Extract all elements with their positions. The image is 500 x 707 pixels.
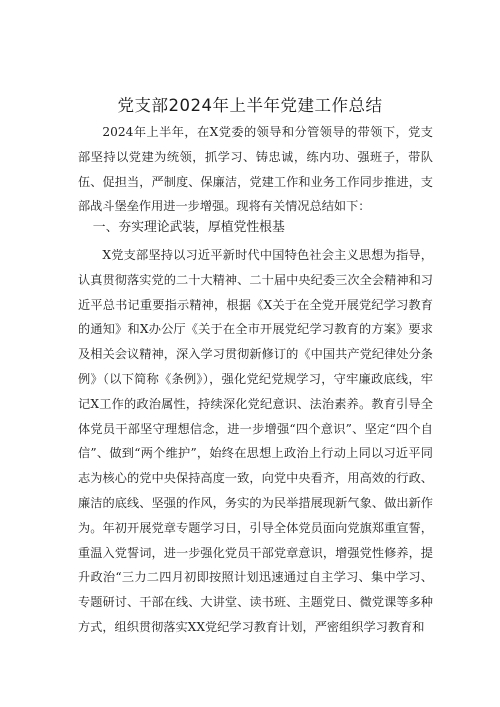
document-title: 党支部2024年上半年党建工作总结 <box>117 96 383 115</box>
intro-paragraph: 2024年上半年，在X党委的领导和分管领导的带领下，党支部坚持以党建为统领，抓学习、铸忠诚，练内功、强班子，带队伍、促担当，严制度、保廉洁，党建工作和业务工作同步推进，支部战斗堡垒作用进一步增强。现将有关情况总结如下： <box>78 125 433 214</box>
section-heading-1: 一、夯实理论武装，厚植党性根基 <box>92 220 285 235</box>
section-1-paragraph: X党支部坚持以习近平新时代中国特色社会主义思想为指导，认真贯彻落实党的二十大精神、二十届中央纪委三次全会精神和习近平总书记重要指示精神，根据《X关于在全党开展党纪学习教育的通知》和X办公厅《关于在全市开展党纪学习教育的方案》要求及相关会议精神，深入学习贯彻新修订的《中国共产党纪律处分条例》（以下简称《条例》），强化党纪党规学习，守牢廉政底线，牢记X工作的政治属性，持续深化党纪意识、法治素养。教育引导全体党员干部坚守理想信念，进一步增强“四个意识”、坚定“四个自信”、做到“两个维护”，始终在思想上政治上行动上同以习近平同志为核心的党中央保持高度一致，向党中央看齐，用高效的行政、廉洁的底线、坚强的作风，务实的为民举措展现新气象、做出新作为。年初开展党章专题学习日，引导全体党员面向党旗郑重宣誓，重温入党誓词，进一步强化党员干部党章意识，增强党性修养，提升政治“三力二四月初即按照计划迅速通过自主学习、集中学习、专题研讨、干部在线、大讲堂、读书班、主题党日、微党课等多种方式，组织贯彻落实XX党纪学习教育计划，严密组织学习教育和 <box>78 248 433 634</box>
